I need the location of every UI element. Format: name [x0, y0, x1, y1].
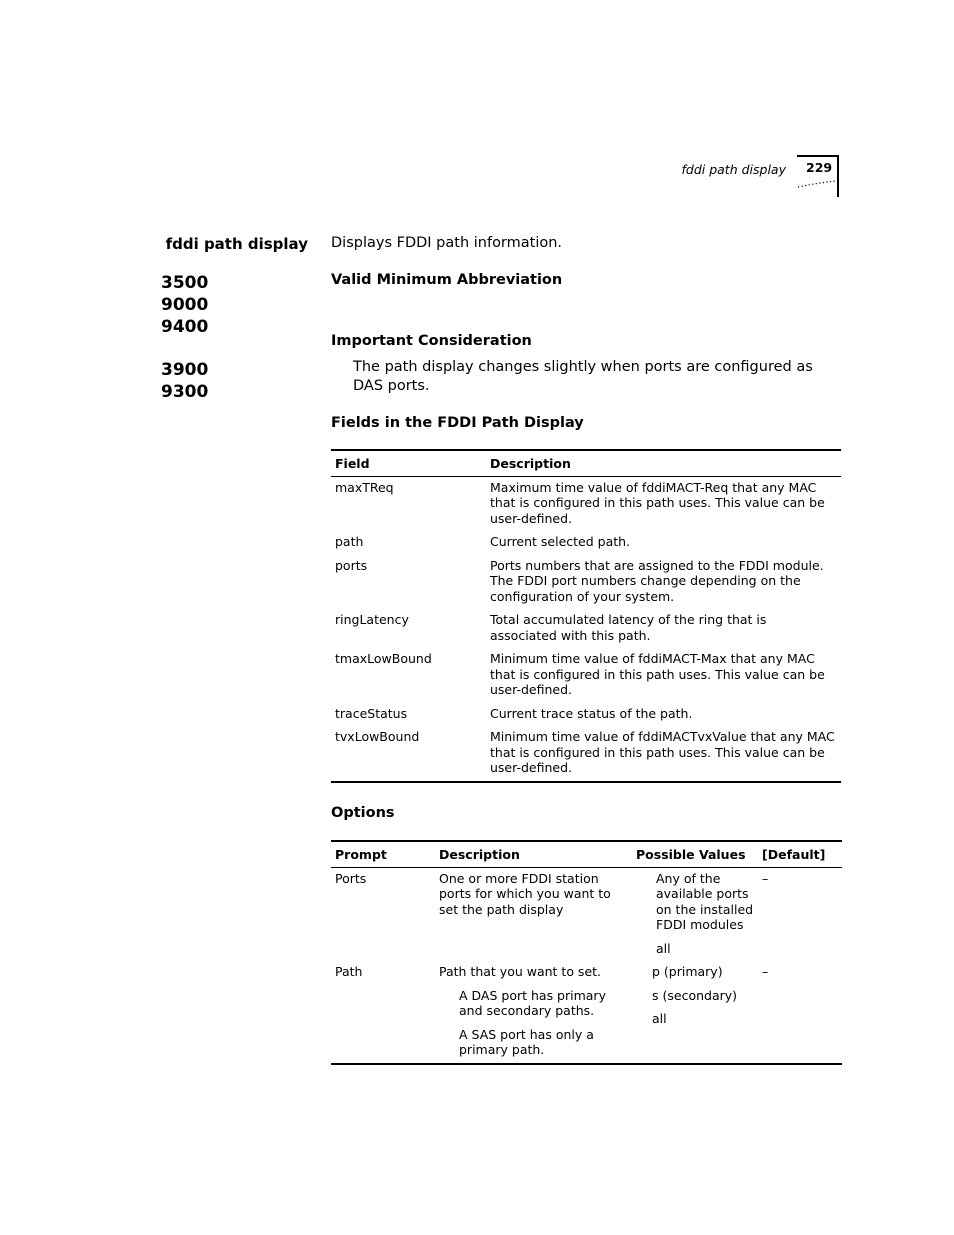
- table-row: [331, 648, 841, 703]
- field-name: ringLatency: [335, 612, 409, 627]
- option-description: Path that you want to set.: [439, 964, 602, 979]
- table-header-row: [331, 450, 841, 476]
- header-dotted-ornament: [797, 180, 837, 190]
- option-prompt: Path: [335, 964, 363, 979]
- heading-fields-table: Fields in the FDDI Path Display: [331, 415, 584, 431]
- platform-number: 3500: [161, 273, 209, 293]
- options-table: [331, 840, 842, 1065]
- field-description: Current selected path.: [490, 534, 631, 549]
- command-name: fddi path display: [165, 235, 308, 253]
- field-name: path: [335, 534, 364, 549]
- field-description: Minimum time value of fddiMACTvxValue that any MAC that is configured in this path uses. This value can be user-defined.: [490, 729, 835, 775]
- field-description: Total accumulated latency of the ring that is associated with this path.: [490, 612, 767, 643]
- table-row: [331, 726, 841, 782]
- option-value: Any of the available ports on the installed FDDI modules: [656, 870, 754, 932]
- field-name: tvxLowBound: [335, 729, 420, 744]
- heading-important-consideration: Important Consideration: [331, 333, 532, 349]
- option-description: One or more FDDI station ports for which you want to set the path display: [439, 870, 611, 917]
- field-description: Current trace status of the path.: [490, 705, 693, 721]
- column-header: Field: [331, 450, 486, 476]
- table-row: [331, 703, 841, 727]
- field-name: traceStatus: [335, 705, 408, 721]
- table-row: [331, 867, 842, 961]
- option-values: [632, 961, 758, 1064]
- option-note: A DAS port has primary and secondary paths.: [459, 987, 606, 1018]
- heading-valid-min-abbrev: Valid Minimum Abbreviation: [331, 272, 563, 288]
- field-name: tmaxLowBound: [335, 651, 432, 666]
- option-default: –: [762, 964, 769, 979]
- field-name: maxTReq: [335, 479, 394, 495]
- platform-number: 9000: [161, 295, 209, 315]
- running-header-title: fddi path display: [681, 162, 786, 177]
- option-values: [632, 867, 758, 961]
- platform-number: 3900: [161, 360, 209, 380]
- field-description: Minimum time value of fddiMACT-Max that any MAC that is configured in this path uses. This value can be user-defined.: [490, 651, 825, 697]
- option-note: A SAS port has only a primary path.: [459, 1026, 594, 1057]
- platform-group-2: [161, 359, 208, 403]
- option-value: s (secondary): [652, 987, 738, 1003]
- column-header: Possible Values: [632, 841, 758, 867]
- column-header: Description: [486, 450, 841, 476]
- header-rule-top: [797, 155, 838, 157]
- table-header-row: [331, 841, 842, 867]
- table-row: [331, 555, 841, 610]
- important-consideration-text: The path display changes slightly when ports are configured as DAS ports.: [353, 359, 813, 394]
- header-rule-vertical: [837, 155, 839, 197]
- column-header: Prompt: [331, 841, 435, 867]
- option-value: all: [656, 940, 671, 956]
- page-number: 229: [806, 160, 833, 175]
- heading-options: Options: [331, 805, 395, 821]
- field-description: Ports numbers that are assigned to the FDDI module. The FDDI port numbers change depending on the configuration of your system.: [490, 557, 824, 604]
- command-description: Displays FDDI path information.: [331, 235, 563, 251]
- table-row: [331, 531, 841, 555]
- platform-number: 9400: [161, 317, 209, 337]
- option-description-cell: [435, 961, 632, 1064]
- option-default: –: [762, 870, 769, 886]
- fields-table: [331, 449, 841, 783]
- field-description: Maximum time value of fddiMACT-Req that any MAC that is configured in this path uses. This value can be user-defined.: [490, 479, 825, 526]
- column-header: [Default]: [758, 841, 842, 867]
- option-value: p (primary): [652, 964, 723, 979]
- field-name: ports: [335, 557, 368, 573]
- option-value: all: [652, 1011, 667, 1026]
- option-prompt: Ports: [335, 870, 367, 886]
- table-row: [331, 476, 841, 531]
- table-row: [331, 609, 841, 648]
- platform-number: 9300: [161, 382, 209, 402]
- column-header: Description: [435, 841, 632, 867]
- table-row: [331, 961, 842, 1064]
- platform-group-1: [161, 272, 208, 338]
